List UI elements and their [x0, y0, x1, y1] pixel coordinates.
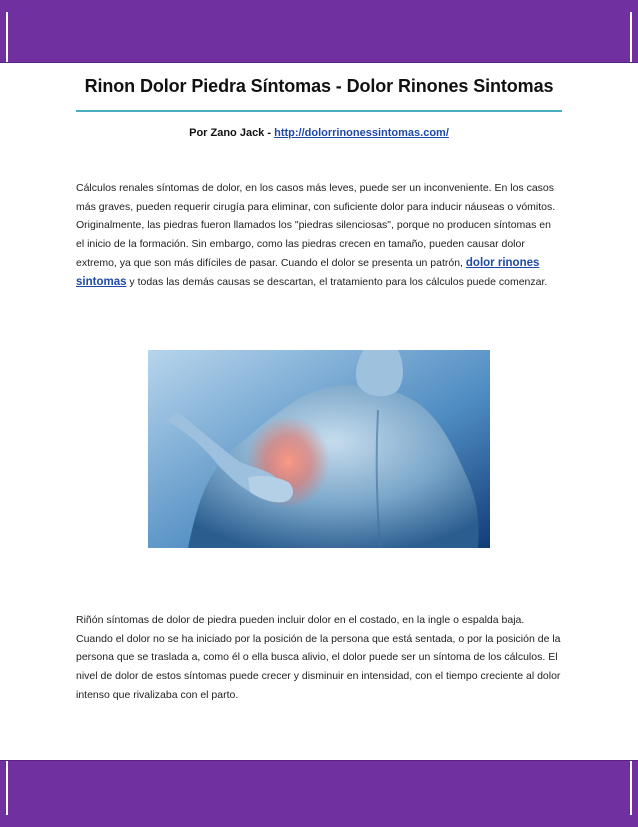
band-corner-mark — [6, 761, 8, 815]
paragraph-1-text-end: y todas las demás causas se descartan, el tratamiento para los cálculos puede comenzar. — [126, 275, 548, 288]
band-corner-mark — [630, 12, 632, 62]
title-underline-rule — [76, 110, 562, 112]
byline-url-link[interactable]: http://dolorrinonessintomas.com/ — [274, 127, 449, 139]
paragraph-1 — [76, 179, 562, 291]
head-shape — [356, 350, 403, 396]
bottom-purple-band — [0, 760, 638, 827]
back-pain-photo — [148, 350, 490, 548]
band-corner-mark — [630, 761, 632, 815]
top-purple-band — [0, 0, 638, 63]
band-corner-mark — [6, 12, 8, 62]
paragraph-1-text: Cálculos renales síntomas de dolor, en los casos más leves, puede ser un inconveniente. En los casos más graves, pueden requerir cirugía para eliminar, con suficiente dolor para inducir náuseas o vómitos. Originalmente, las piedras fueron llamados los "piedras silenciosas", porque no producen síntomas en el inicio de la formación. Sin embargo, como las piedras crecen en tamaño, pueden causar dolor extremo, ya que son más difíciles de pasar. Cuando el dolor se presenta un patrón, — [76, 182, 556, 269]
byline — [76, 127, 562, 139]
byline-author: Por Zano Jack - — [189, 127, 275, 139]
inline-keyword-link[interactable]: dolor rinones sintomas — [76, 256, 540, 288]
page-title: Rinon Dolor Piedra Síntomas - Dolor Rinones Sintomas — [84, 76, 554, 96]
paragraph-2: Riñón síntomas de dolor de piedra pueden incluir dolor en el costado, en la ingle o espalda baja. Cuando el dolor no se ha iniciado por la posición de la persona que está sentada, o por la posición de la persona que se traslada a, como él o ella busca alivio, el dolor puede ser un síntoma de los cálculos. El nivel de dolor de estos síntomas puede crecer y disminuir en intensidad, con el tiempo creciente al dolor intenso que rivalizaba con el parto. — [76, 614, 561, 701]
